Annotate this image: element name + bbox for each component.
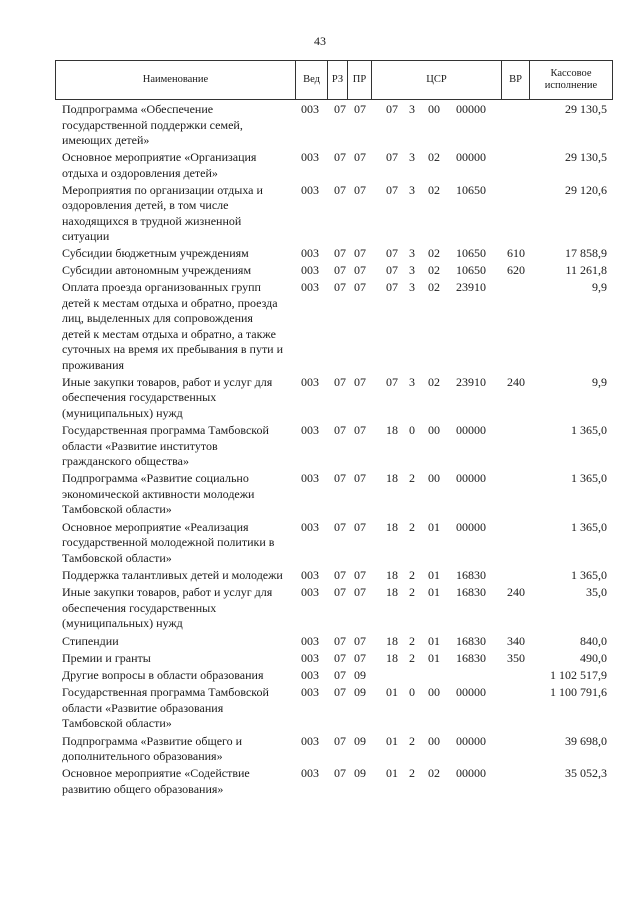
table-row <box>0 568 640 585</box>
header-ved: Вед <box>296 61 328 99</box>
row-csr-program: 07 <box>386 374 398 389</box>
row-ved: 003 <box>301 650 319 665</box>
row-name: Подпрограмма «Развитие социально экономической активности молодежи Тамбовской области» <box>62 471 255 517</box>
row-name: Иные закупки товаров, работ и услуг для обеспечения государственных (муниципальных) нужд <box>62 585 273 631</box>
row-pr: 07 <box>354 423 366 438</box>
row-csr-program: 01 <box>386 685 398 700</box>
row-amount: 35 052,3 <box>565 766 607 781</box>
row-amount: 35,0 <box>586 585 607 600</box>
row-ved: 003 <box>301 685 319 700</box>
row-amount: 29 130,5 <box>565 150 607 165</box>
row-name: Мероприятия по организации отдыха и оздоровления детей, в том числе находящихся в трудной жизненной ситуации <box>62 182 263 244</box>
row-name: Поддержка талантливых детей и молодежи <box>62 567 283 582</box>
row-csr-program: 18 <box>386 519 398 534</box>
row-csr-program: 18 <box>386 423 398 438</box>
row-csr-direction: 00000 <box>456 150 486 165</box>
row-amount: 1 102 517,9 <box>550 668 607 683</box>
row-csr-event: 02 <box>428 182 440 197</box>
row-csr-program: 18 <box>386 471 398 486</box>
row-csr-event: 02 <box>428 374 440 389</box>
row-ved: 003 <box>301 280 319 295</box>
row-name: Основное мероприятие «Содействие развитию общего образования» <box>62 766 250 796</box>
row-ved: 003 <box>301 567 319 582</box>
row-csr-direction: 16830 <box>456 633 486 648</box>
row-csr-event: 01 <box>428 633 440 648</box>
table-row <box>0 471 640 519</box>
row-name: Государственная программа Тамбовской области «Развитие образования Тамбовской области» <box>62 685 269 731</box>
row-pr: 07 <box>354 245 366 260</box>
row-csr-direction: 16830 <box>456 567 486 582</box>
row-csr-subprogram: 2 <box>409 519 415 534</box>
row-csr-subprogram: 2 <box>409 471 415 486</box>
row-rz: 07 <box>334 150 346 165</box>
row-rz: 07 <box>334 471 346 486</box>
row-csr-direction: 00000 <box>456 471 486 486</box>
row-rz: 07 <box>334 374 346 389</box>
row-csr-subprogram: 2 <box>409 650 415 665</box>
row-ved: 003 <box>301 423 319 438</box>
row-ved: 003 <box>301 668 319 683</box>
row-vr: 240 <box>507 374 525 389</box>
row-rz: 07 <box>334 245 346 260</box>
row-csr-event: 01 <box>428 585 440 600</box>
row-ved: 003 <box>301 585 319 600</box>
row-ved: 003 <box>301 471 319 486</box>
row-rz: 07 <box>334 668 346 683</box>
row-ved: 003 <box>301 182 319 197</box>
row-csr-subprogram: 2 <box>409 585 415 600</box>
row-name: Субсидии бюджетным учреждениям <box>62 245 249 260</box>
row-amount: 9,9 <box>592 374 607 389</box>
row-csr-subprogram: 2 <box>409 733 415 748</box>
row-csr-event: 00 <box>428 423 440 438</box>
row-csr-event: 02 <box>428 766 440 781</box>
row-name: Основное мероприятие «Организация отдыха и оздоровления детей» <box>62 150 257 180</box>
row-ved: 003 <box>301 519 319 534</box>
row-csr-subprogram: 3 <box>409 245 415 260</box>
row-csr-program: 01 <box>386 733 398 748</box>
row-pr: 09 <box>354 733 366 748</box>
row-rz: 07 <box>334 423 346 438</box>
row-csr-direction: 10650 <box>456 245 486 260</box>
table-row <box>0 766 640 798</box>
row-rz: 07 <box>334 685 346 700</box>
row-csr-event: 01 <box>428 519 440 534</box>
row-vr: 620 <box>507 263 525 278</box>
table-row <box>0 585 640 633</box>
row-csr-event: 00 <box>428 733 440 748</box>
row-ved: 003 <box>301 766 319 781</box>
row-name: Государственная программа Тамбовской области «Развитие институтов гражданского общества» <box>62 423 269 469</box>
row-amount: 1 100 791,6 <box>550 685 607 700</box>
row-name: Другие вопросы в области образования <box>62 668 264 683</box>
row-csr-subprogram: 3 <box>409 182 415 197</box>
row-name: Иные закупки товаров, работ и услуг для обеспечения государственных (муниципальных) нужд <box>62 374 273 420</box>
row-csr-direction: 00000 <box>456 519 486 534</box>
row-amount: 29 120,6 <box>565 182 607 197</box>
row-amount: 490,0 <box>580 650 607 665</box>
row-vr: 610 <box>507 245 525 260</box>
row-csr-event: 02 <box>428 280 440 295</box>
row-name: Основное мероприятие «Реализация государственной молодежной политики в Тамбовской области» <box>62 519 275 565</box>
row-csr-direction: 00000 <box>456 423 486 438</box>
table-row <box>0 263 640 280</box>
row-name: Подпрограмма «Развитие общего и дополнительного образования» <box>62 733 243 764</box>
row-pr: 07 <box>354 471 366 486</box>
row-csr-program: 18 <box>386 567 398 582</box>
row-rz: 07 <box>334 567 346 582</box>
row-rz: 07 <box>334 633 346 648</box>
row-pr: 07 <box>354 567 366 582</box>
row-csr-event: 00 <box>428 685 440 700</box>
row-amount: 17 858,9 <box>565 245 607 260</box>
row-pr: 09 <box>354 668 366 683</box>
row-csr-direction: 00000 <box>456 102 486 116</box>
table-body <box>0 102 640 798</box>
header-amount: Кассовое исполнение <box>544 67 598 91</box>
row-csr-program: 07 <box>386 245 398 260</box>
table-row <box>0 102 640 150</box>
table-row <box>0 668 640 685</box>
row-csr-event: 02 <box>428 263 440 278</box>
row-amount: 840,0 <box>580 633 607 648</box>
row-csr-direction: 10650 <box>456 263 486 278</box>
row-ved: 003 <box>301 263 319 278</box>
row-name: Оплата проезда организованных групп детей к местам отдыха и обратно, проезда лиц, выделенных для сопровождения детей к местам отдыха и обратно, а также суточных на время их пребывания в пути и проживания <box>62 280 284 372</box>
row-csr-subprogram: 3 <box>409 263 415 278</box>
table-row <box>0 423 640 471</box>
table-row <box>0 375 640 423</box>
row-rz: 07 <box>334 280 346 295</box>
header-pr: ПР <box>348 61 372 99</box>
table-header <box>55 60 613 100</box>
row-name: Подпрограмма «Обеспечение государственной поддержки семей, имеющих детей» <box>62 102 243 147</box>
row-pr: 09 <box>354 766 366 781</box>
row-csr-direction: 00000 <box>456 733 486 748</box>
row-csr-direction: 16830 <box>456 585 486 600</box>
row-csr-program: 07 <box>386 263 398 278</box>
row-csr-event: 00 <box>428 102 440 116</box>
row-csr-subprogram: 3 <box>409 150 415 165</box>
row-name: Премии и гранты <box>62 650 151 665</box>
row-csr-subprogram: 2 <box>409 766 415 781</box>
row-csr-event: 01 <box>428 650 440 665</box>
row-rz: 07 <box>334 182 346 197</box>
header-rz: РЗ <box>328 61 348 99</box>
row-amount: 1 365,0 <box>571 519 607 534</box>
row-rz: 07 <box>334 585 346 600</box>
row-ved: 003 <box>301 374 319 389</box>
row-csr-direction: 10650 <box>456 182 486 197</box>
row-csr-direction: 00000 <box>456 766 486 781</box>
row-csr-subprogram: 0 <box>409 685 415 700</box>
row-amount: 1 365,0 <box>571 567 607 582</box>
row-vr: 340 <box>507 633 525 648</box>
row-csr-direction: 23910 <box>456 280 486 295</box>
row-csr-subprogram: 3 <box>409 102 415 116</box>
row-csr-direction: 00000 <box>456 685 486 700</box>
row-rz: 07 <box>334 263 346 278</box>
row-amount: 11 261,8 <box>565 263 607 278</box>
row-vr: 350 <box>507 650 525 665</box>
row-csr-program: 07 <box>386 102 398 116</box>
row-amount: 29 130,5 <box>565 102 607 116</box>
header-csr: ЦСР <box>372 61 502 99</box>
row-csr-event: 02 <box>428 245 440 260</box>
row-csr-program: 18 <box>386 650 398 665</box>
table-row <box>0 150 640 182</box>
row-csr-direction: 23910 <box>456 374 486 389</box>
row-pr: 07 <box>354 182 366 197</box>
table-row <box>0 520 640 568</box>
row-ved: 003 <box>301 733 319 748</box>
row-csr-program: 01 <box>386 766 398 781</box>
table-row <box>0 734 640 766</box>
row-rz: 07 <box>334 766 346 781</box>
row-csr-event: 00 <box>428 471 440 486</box>
row-pr: 07 <box>354 280 366 295</box>
row-csr-program: 07 <box>386 280 398 295</box>
row-csr-direction: 16830 <box>456 650 486 665</box>
row-pr: 07 <box>354 633 366 648</box>
header-name: Наименование <box>56 61 296 99</box>
table-row <box>0 634 640 651</box>
table-row <box>0 651 640 668</box>
row-amount: 9,9 <box>592 280 607 295</box>
table-row <box>0 685 640 733</box>
row-pr: 07 <box>354 519 366 534</box>
row-csr-subprogram: 0 <box>409 423 415 438</box>
table-row <box>0 280 640 374</box>
row-pr: 07 <box>354 374 366 389</box>
row-name: Стипендии <box>62 633 119 648</box>
row-rz: 07 <box>334 519 346 534</box>
row-csr-subprogram: 2 <box>409 567 415 582</box>
page-number: 43 <box>314 34 326 48</box>
row-pr: 07 <box>354 263 366 278</box>
row-amount: 39 698,0 <box>565 733 607 748</box>
row-pr: 07 <box>354 650 366 665</box>
row-vr: 240 <box>507 585 525 600</box>
table-row <box>0 246 640 263</box>
row-rz: 07 <box>334 102 346 116</box>
row-csr-event: 02 <box>428 150 440 165</box>
row-csr-subprogram: 3 <box>409 280 415 295</box>
row-csr-program: 18 <box>386 585 398 600</box>
row-csr-program: 07 <box>386 150 398 165</box>
row-pr: 09 <box>354 685 366 700</box>
row-amount: 1 365,0 <box>571 423 607 438</box>
row-csr-subprogram: 2 <box>409 633 415 648</box>
row-pr: 07 <box>354 585 366 600</box>
row-csr-subprogram: 3 <box>409 374 415 389</box>
row-amount: 1 365,0 <box>571 471 607 486</box>
row-name: Субсидии автономным учреждениям <box>62 263 252 278</box>
table-row <box>0 183 640 246</box>
row-csr-program: 07 <box>386 182 398 197</box>
row-ved: 003 <box>301 633 319 648</box>
row-pr: 07 <box>354 102 366 116</box>
row-rz: 07 <box>334 650 346 665</box>
header-vr: ВР <box>502 61 530 99</box>
row-rz: 07 <box>334 733 346 748</box>
row-ved: 003 <box>301 245 319 260</box>
row-ved: 003 <box>301 102 319 116</box>
row-ved: 003 <box>301 150 319 165</box>
row-csr-program: 18 <box>386 633 398 648</box>
row-csr-event: 01 <box>428 567 440 582</box>
row-pr: 07 <box>354 150 366 165</box>
